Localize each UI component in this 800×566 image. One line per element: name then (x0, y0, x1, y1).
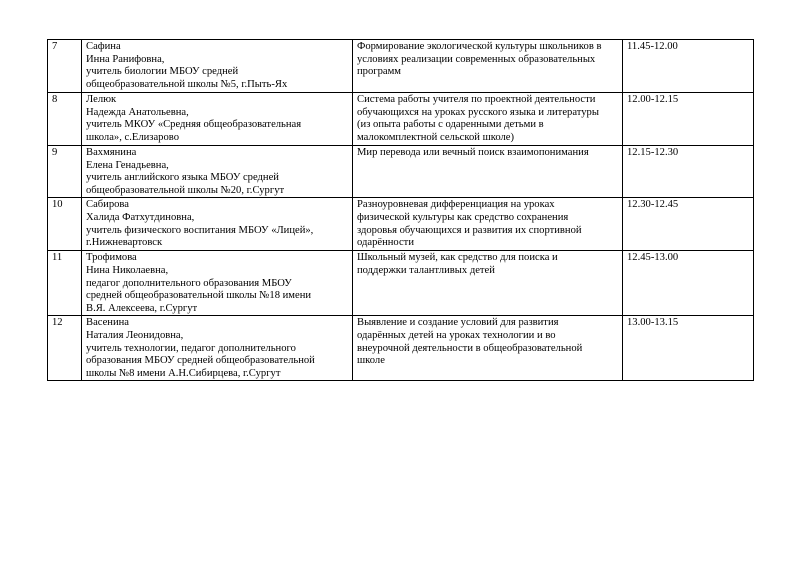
speaker-surname: Васенина (86, 317, 130, 329)
row-number: 12 (48, 316, 82, 381)
speaker-given-names: Наталия Леонидовна, (86, 329, 184, 341)
speaker-cell (82, 198, 353, 251)
topic-cell (353, 316, 623, 381)
speaker-position: образования МБОУ средней общеобразовательной (86, 355, 315, 367)
topic-line: условиях реализации современных образовательных (357, 53, 596, 65)
topic-cell (353, 198, 623, 251)
topic-line: одарённых детей на уроках технологии и во (357, 329, 556, 341)
topic-line: Система работы учителя по проектной деятельности (357, 94, 596, 105)
speaker-cell (82, 146, 353, 198)
speaker-surname: Вахмянина (86, 147, 137, 158)
speaker-surname: Трофимова (86, 252, 137, 264)
table-row (48, 93, 754, 146)
table-row (48, 146, 754, 198)
time-cell: 12.30-12.45 (623, 198, 754, 251)
speaker-position: учитель технологии, педагог дополнительного (86, 342, 296, 354)
speaker-surname: Сафина (86, 41, 121, 52)
speaker-given-names: Халида Фатхутдиновна, (86, 211, 195, 223)
topic-cell (353, 40, 623, 93)
speaker-position: общеобразовательной школы №5, г.Пыть-Ях (86, 78, 288, 90)
table-row (48, 198, 754, 251)
topic-line: одарённости (357, 237, 414, 249)
row-number: 11 (48, 251, 82, 316)
topic-line: программ (357, 66, 402, 78)
topic-line: Мир перевода или вечный поиск взаимопонимания (357, 147, 589, 158)
row-number: 10 (48, 198, 82, 251)
speaker-position: учитель биологии МБОУ средней (86, 66, 239, 78)
topic-line: Выявление и создание условий для развития (357, 317, 559, 329)
speaker-surname: Сабирова (86, 199, 129, 211)
topic-line: Разноуровневая дифференциация на уроках (357, 199, 555, 211)
schedule-table (47, 39, 754, 381)
speaker-cell (82, 316, 353, 381)
topic-line: Школьный музей, как средство для поиска и (357, 252, 558, 264)
speaker-given-names: Инна Ранифовна, (86, 53, 165, 65)
speaker-position: педагог дополнительного образования МБОУ (86, 277, 292, 289)
topic-line: обучающихся на уроках русского языка и литературы (357, 106, 599, 118)
speaker-given-names: Елена Генадьевна, (86, 159, 169, 171)
topic-line: здоровья обучающихся и развития их спортивной (357, 224, 582, 236)
speaker-cell (82, 251, 353, 316)
speaker-cell (82, 93, 353, 146)
topic-line: школе (357, 355, 385, 367)
topic-line: (из опыта работы с одаренными детьми в (357, 119, 544, 131)
table-row (48, 251, 754, 316)
speaker-surname: Лелюк (86, 94, 117, 105)
speaker-position: общеобразовательной школы №20, г.Сургут (86, 184, 285, 196)
topic-line: внеурочной деятельности в общеобразовательной (357, 342, 583, 354)
topic-cell (353, 93, 623, 146)
speaker-position: средней общеобразовательной школы №18 имени (86, 290, 312, 302)
topic-line: поддержки талантливых детей (357, 264, 495, 276)
row-number: 9 (48, 146, 82, 198)
speaker-position: г.Нижневартовск (86, 237, 163, 249)
time-cell: 12.45-13.00 (623, 251, 754, 316)
speaker-position: школа», с.Елизарово (86, 131, 179, 143)
topic-line: малокомплектной сельской школе) (357, 131, 515, 143)
topic-cell (353, 251, 623, 316)
time-cell: 12.00-12.15 (623, 93, 754, 146)
speaker-given-names: Нина Николаевна, (86, 264, 169, 276)
speaker-position: учитель английского языка МБОУ средней (86, 172, 279, 184)
topic-line: Формирование экологической культуры школьников в (357, 41, 602, 52)
speaker-given-names: Надежда Анатольевна, (86, 106, 189, 118)
speaker-position: В.Я. Алексеева, г.Сургут (86, 302, 198, 314)
table-row (48, 316, 754, 381)
row-number: 7 (48, 40, 82, 93)
speaker-position: школы №8 имени А.Н.Сибирцева, г.Сургут (86, 367, 281, 379)
speaker-cell (82, 40, 353, 93)
time-cell: 11.45-12.00 (623, 40, 754, 93)
speaker-position: учитель МКОУ «Средняя общеобразовательная (86, 119, 302, 131)
table-row (48, 40, 754, 93)
topic-line: физической культуры как средство сохранения (357, 211, 569, 223)
speaker-position: учитель физического воспитания МБОУ «Лицей», (86, 224, 314, 236)
time-cell: 12.15-12.30 (623, 146, 754, 198)
topic-cell (353, 146, 623, 198)
time-cell: 13.00-13.15 (623, 316, 754, 381)
row-number: 8 (48, 93, 82, 146)
